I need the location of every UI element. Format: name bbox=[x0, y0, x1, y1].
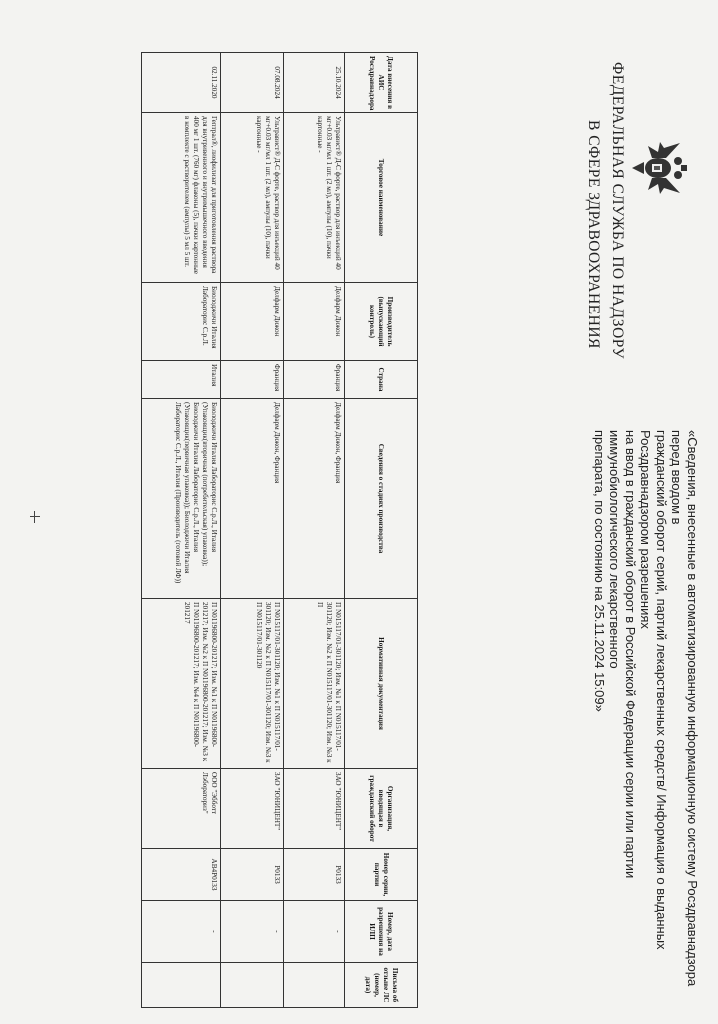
cell-docs: П N015117/01-301120; Изм. №1 к П N015117/01-301120; Изм. №2 к П N015117/01-301120; Изм. №3 к П N015117/01-301120 bbox=[221, 599, 284, 769]
agency-name-line2: В СФЕРЕ ЗДРАВООХРАНЕНИЯ bbox=[585, 120, 602, 349]
cell-recall bbox=[142, 963, 221, 1008]
column-header-date: Дата внесения в АИС Росздравнадзора bbox=[345, 53, 418, 113]
scan-artifact-mark bbox=[34, 511, 35, 523]
column-header-stages: Сведения о стадиях производства bbox=[345, 399, 418, 599]
cell-series: Р0133 bbox=[221, 849, 284, 901]
registry-table bbox=[141, 52, 418, 1008]
cell-date: 02.11.2020 bbox=[142, 53, 221, 113]
heading-line: препарата, по состоянию на 25.11.2024 15:09» bbox=[592, 430, 607, 712]
cell-date: 25.10.2024 bbox=[284, 53, 345, 113]
column-header-series: Номер серии, партии bbox=[345, 849, 418, 901]
table-row bbox=[142, 53, 221, 1008]
cell-series: Р0133 bbox=[284, 849, 345, 901]
cell-country: Италия bbox=[142, 361, 221, 399]
cell-stages: Делфарм Дижон, Франция bbox=[221, 399, 284, 599]
registry-table-wrapper bbox=[158, 52, 418, 1024]
cell-stages: Делфарм Дижон, Франция bbox=[284, 399, 345, 599]
document-heading bbox=[592, 430, 701, 1020]
column-header-recall: Письма об отзыве ЛС (номер, дата) bbox=[345, 963, 418, 1008]
column-header-trade-name: Торговое наименование bbox=[345, 113, 418, 283]
cell-org: ЗАО "ЮНИЦЕНТ" bbox=[284, 769, 345, 849]
heading-line: на ввод в гражданский оборот в Российской Федерации серии или партии иммунобиологического лекарственного bbox=[607, 430, 638, 879]
column-header-manufacturer: Производитель (выпускающий контроль) bbox=[345, 283, 418, 361]
column-header-permit: Номер, дата разрешения на ИЛП bbox=[345, 901, 418, 963]
cell-permit: - bbox=[284, 901, 345, 963]
scan-artifact-mark bbox=[30, 516, 40, 517]
agency-name-line1: ФЕДЕРАЛЬНАЯ СЛУЖБА ПО НАДЗОРУ bbox=[609, 62, 626, 359]
column-header-org: Организация, вводящая в гражданский оборот bbox=[345, 769, 418, 849]
column-header-docs: Нормативная документация bbox=[345, 599, 418, 769]
cell-manufacturer: Делфарм Дижон bbox=[221, 283, 284, 361]
double-headed-eagle-emblem bbox=[630, 140, 688, 196]
table-row bbox=[284, 53, 345, 1008]
cell-permit: - bbox=[221, 901, 284, 963]
cell-series: АВ4Р0133 bbox=[142, 849, 221, 901]
table-row bbox=[221, 53, 284, 1008]
table-header-row bbox=[345, 53, 418, 1008]
cell-docs: П N015117/01-301120; Изм. №1 к П N015117/01-301120; Изм. №2 к П N015117/01-301120; Изм. №3 к П bbox=[284, 599, 345, 769]
cell-recall bbox=[221, 963, 284, 1008]
cell-stages: Биолоджичи Италия Лабораторис С.р.Л., Италия (Упаковщик(вторичная (потребительская) упаковка)); Биолоджичи Италия Лабораторис С.р.Л., Италия (Упаковщик(первичная упаковка)); Биолоджичи Италия Лабораторис С.р.Л., Италия (Производитель (готовой ЛФ)) bbox=[142, 399, 221, 599]
cell-trade-name: Гептрал®, лиофилизат для приготовления раствора для внутривенного и внутримышечного введения 400 мг 1 шт. (760 мг) флаконы (5), пачки картонные в комплекте с растворителем (ампулы) 5 мл 5 шт. bbox=[142, 113, 221, 283]
cell-country: Франция bbox=[284, 361, 345, 399]
cell-org: ООО "Эбботт Лэбораториз" bbox=[142, 769, 221, 849]
cell-permit: - bbox=[142, 901, 221, 963]
heading-line: гражданский оборот серий, партий лекарственных средств/ Информация о выданных Росздравнадзором разрешениях bbox=[638, 430, 669, 950]
cell-manufacturer: Биолоджичи Италия Лабораторис С.р.Л. bbox=[142, 283, 221, 361]
cell-trade-name: Ультравист® Д-С форте, раствор для инъекций 40 мг+0.03 мг/мл 1 шт. (2 мл), ампулы (10), пачки картонные - bbox=[221, 113, 284, 283]
cell-docs: П N01196800-201217; Изм. №1 к П N01196800-201217; Изм. №2 к П N01196800-201217; Изм. №3 к П N01196800-201217; Изм. №4 к П N01196800-201217 bbox=[142, 599, 221, 769]
cell-date: 07.08.2024 bbox=[221, 53, 284, 113]
cell-recall bbox=[284, 963, 345, 1008]
heading-line: «Сведения, внесенные в автоматизированную информационную систему Росздравнадзора перед вводом в bbox=[669, 430, 700, 987]
cell-country: Франция bbox=[221, 361, 284, 399]
cell-trade-name: Ультравист® Д-С форте, раствор для инъекций 40 мг+0.03 мг/мл 1 шт. (2 мл), ампулы (10), пачки картонные - bbox=[284, 113, 345, 283]
cell-manufacturer: Делфарм Дижон bbox=[284, 283, 345, 361]
column-header-country: Страна bbox=[345, 361, 418, 399]
cell-org: ЗАО "ЮНИЦЕНТ" bbox=[221, 769, 284, 849]
